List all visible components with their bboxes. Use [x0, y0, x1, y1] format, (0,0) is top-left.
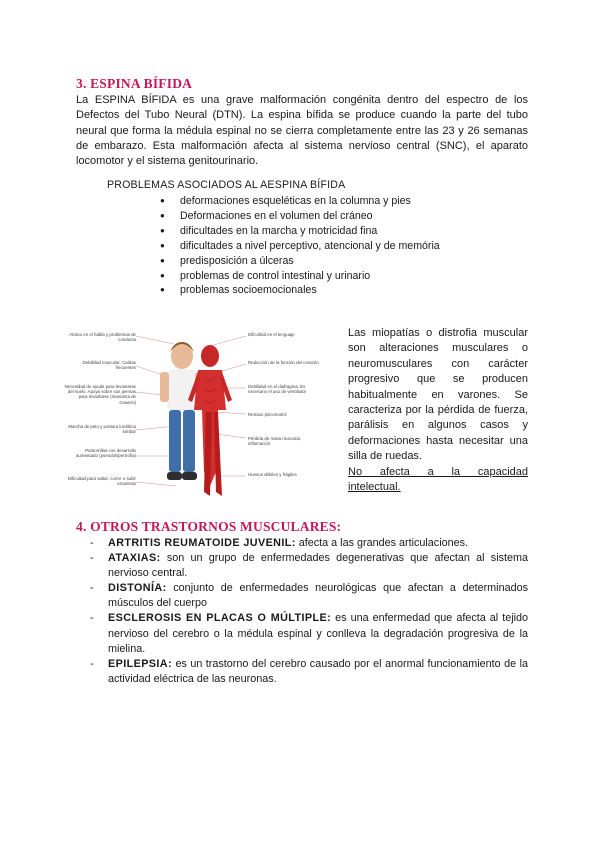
figure-label: Debilidad muscular. Caídas frecuentes — [82, 360, 136, 371]
figure-label: Retraso psicomotriz — [248, 412, 287, 417]
underlined-text: No afecta a la capacidad — [348, 465, 528, 478]
list-item: - ESCLEROSIS EN PLACAS O MÚLTIPLE: es una enfermedad que afecta al tejido nervioso del cerebro o la médula espinal y conlleva la degradación progresiva de la mielina. — [90, 611, 528, 656]
figure-label: Reducción de la función del corazón — [248, 360, 319, 365]
list-item: ● predisposición a úlceras — [160, 254, 440, 269]
section-heading-espina-bifida: 3. ESPINA BÍFIDA — [76, 76, 193, 91]
section-heading-otros-trastornos: 4. OTROS TRASTORNOS MUSCULARES: — [76, 519, 342, 534]
list-item: ● problemas de control intestinal y urinario — [160, 269, 440, 284]
figure-label: Pantorrillas con desarrollo aumentado (pseudohipertrofia) — [75, 448, 136, 459]
problems-list — [160, 194, 440, 298]
list-item: - DISTONÍA: conjunto de enfermedades neurológicas que afectan a determinados músculos del cuerpo — [90, 581, 528, 611]
muscular-dystrophy-figure — [64, 326, 334, 502]
figure-label: Debilidad en el diafragma. Es necesario el uso de ventilador — [248, 384, 307, 395]
list-item: ● dificultades a nivel perceptivo, atencional y de memória — [160, 239, 440, 254]
figure-label: Pérdida de masa muscular, inflamación — [248, 436, 302, 447]
list-item: ● deformaciones esqueléticas en la columna y pies — [160, 194, 440, 209]
list-item: ● problemas socioemocionales — [160, 283, 440, 298]
miopatias-text: Las miopatías o distrofia muscular son alteraciones musculares o neuromusculares con carácter progresivo que se producen habitualmente en varones. Se caracteriza por la pérdida de fuerza, parálisis en algunos casos y deformaciones hasta necesitar una silla de ruedas. — [348, 327, 528, 463]
figure-label: Dificultad para saltar, correr o subir escaleras — [67, 476, 136, 487]
underlined-text: intelectual. — [348, 481, 401, 494]
figure-label: Dificultad en el lenguaje — [248, 332, 295, 337]
list-item: ● Deformaciones en el volumen del cráneo — [160, 209, 440, 224]
list-item: - ARTRITIS REUMATOIDE JUVENIL: afecta a las grandes articulaciones. — [90, 536, 528, 551]
list-item: - EPILEPSIA: es un trastorno del cerebro causado por el anormal funcionamiento de la actividad eléctrica de las neuronas. — [90, 657, 528, 687]
problems-subtitle: PROBLEMAS ASOCIADOS AL AESPINA BÍFIDA — [107, 179, 346, 191]
figure-label: Atraso en el habla y problemas de conducta — [69, 332, 136, 343]
miopatias-paragraph — [348, 326, 528, 495]
list-item: ● dificultades en la marcha y motricidad fina — [160, 224, 440, 239]
figure-label: Marcha de pato y postura lordótica lumbar — [68, 424, 136, 435]
figure-label: Necesidad de ayuda para levantarse del suelo. Apoya sobre sus piernas para levantarse (maniobra de Gowers) — [64, 384, 136, 405]
figure-label: Huesos débiles y frágiles — [248, 472, 297, 477]
intro-paragraph: La ESPINA BÍFIDA es una grave malformación congénita dentro del espectro de los Defectos del Tubo Neural (DTN). La espina bífida se produce cuando la parte del tubo neural que forma la médula espinal no se cierra completamente entre las 23 y 26 semanas de embarazo. Esta malformación afecta al sistema nervioso central (SNC), el aparato locomotor y el sistema genitourinario. — [76, 94, 528, 168]
disorders-list — [90, 536, 528, 687]
list-item: - ATAXIAS: son un grupo de enfermedades degenerativas que afectan al sistema nervioso central. — [90, 551, 528, 581]
